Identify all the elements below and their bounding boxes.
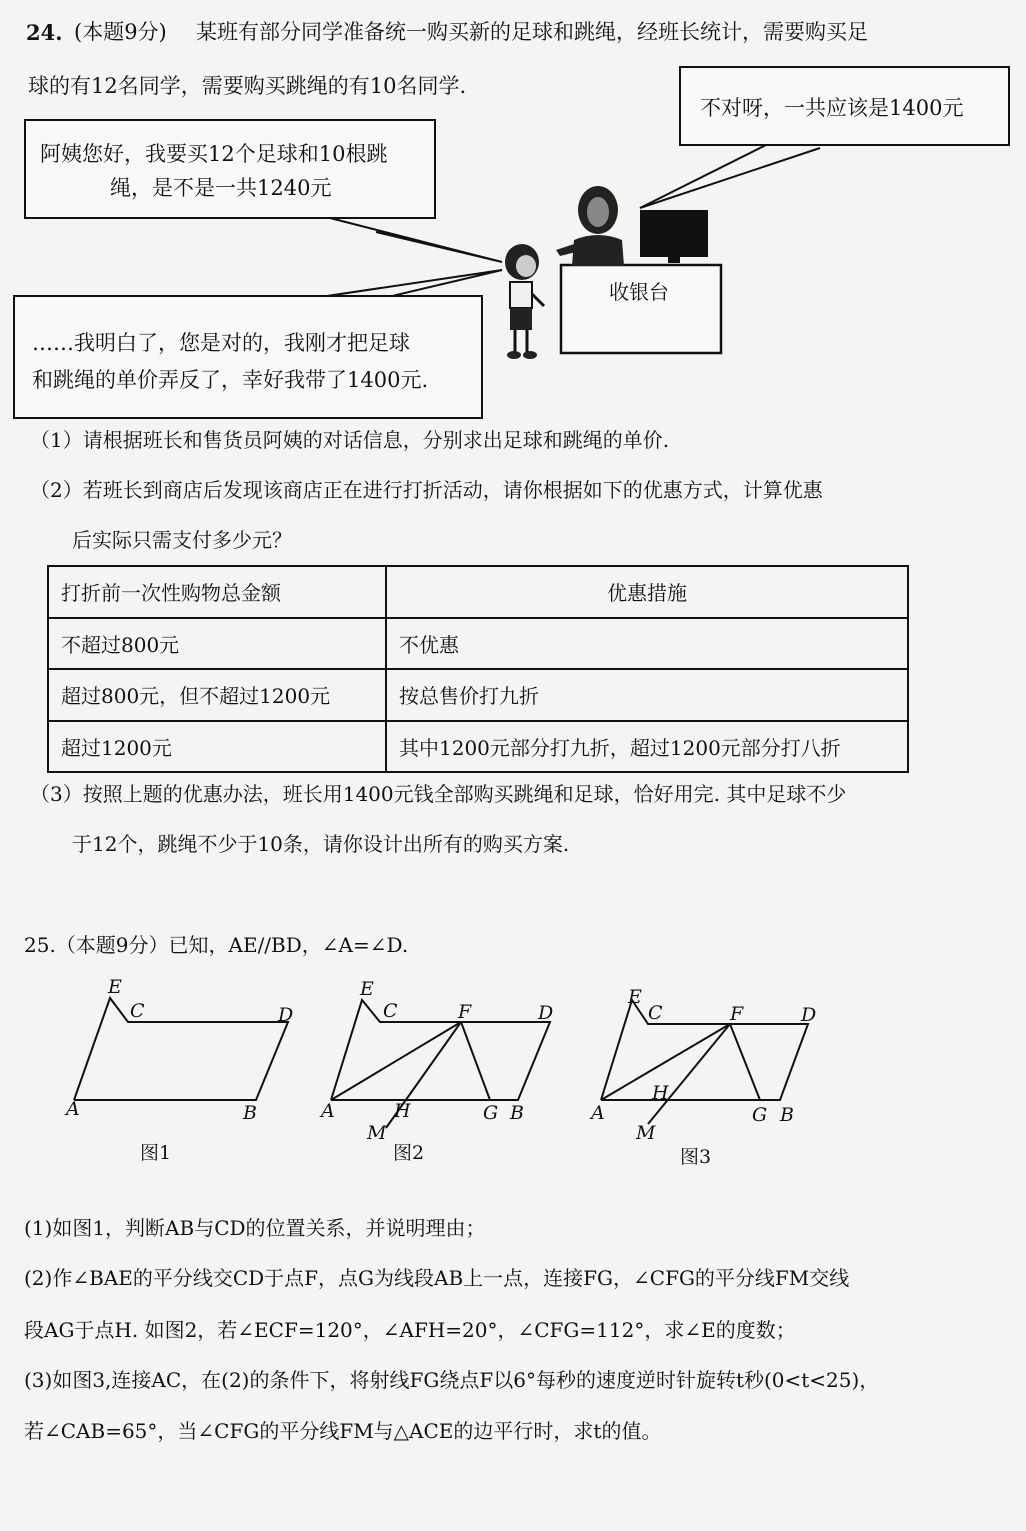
table-cell: 超过800元，但不超过1200元 (48, 669, 386, 721)
table-cell: 不超过800元 (48, 618, 386, 670)
student-speech-line1: 阿姨您好，我要买12个足球和10根跳 (40, 142, 388, 166)
q25-part1: (1)如图1，判断AB与CD的位置关系，并说明理由； (24, 1216, 486, 1240)
q24-part2-line1: （2）若班长到商店后发现该商店正在进行打折活动，请你根据如下的优惠方式，计算优惠 (30, 478, 823, 502)
clerk-speech-text: 不对呀，一共应该是1400元 (700, 96, 964, 120)
fig3-label-E: E (628, 986, 642, 1008)
table-cell: 其中1200元部分打九折，超过1200元部分打八折 (386, 721, 908, 773)
fig3-label-F: F (730, 1003, 744, 1025)
fig2-label-G: G (483, 1102, 499, 1124)
q24-part3-line2: 于12个，跳绳不少于10条，请你设计出所有的购买方案. (72, 832, 570, 856)
student-speech-line2: 绳，是不是一共1240元 (110, 176, 332, 200)
q24-intro-line1: 某班有部分同学准备统一购买新的足球和跳绳，经班长统计，需要购买足 (196, 20, 868, 44)
counter-label: 收银台 (609, 280, 669, 304)
fig3-label-G: G (752, 1104, 768, 1126)
fig3-FG (730, 1024, 760, 1100)
fig2-label-C: C (383, 1000, 398, 1022)
fig2-AF (331, 1022, 461, 1100)
fig1-label-E: E (108, 976, 122, 998)
fig1-caption: 图1 (140, 1142, 172, 1164)
fig2-label-F: F (458, 1001, 472, 1023)
q25-part2-line2: 段AG于点H. 如图2，若∠ECF=120°，∠AFH=20°，∠CFG=112°，求∠E的度数； (24, 1318, 796, 1342)
q25-part2-line1: (2)作∠BAE的平分线交CD于点F，点G为线段AB上一点，连接FG，∠CFG的平分线FM交线 (24, 1266, 850, 1290)
reply-speech-line2: 和跳绳的单价弄反了，幸好我带了1400元. (32, 368, 429, 392)
fig3-label-M: M (636, 1122, 656, 1144)
fig3-outline (601, 1000, 808, 1100)
q25-part3-line1: (3)如图3,连接AC，在(2)的条件下，将射线FG绕点F以6°每秒的速度逆时针旋转t秒(0<t<25)， (24, 1368, 880, 1392)
fig1-label-A: A (66, 1098, 80, 1120)
fig2-label-B: B (510, 1102, 524, 1124)
q24-intro-line2: 球的有12名同学，需要购买跳绳的有10名同学. (28, 74, 467, 98)
table-cell: 按总售价打九折 (386, 669, 908, 721)
fig3-label-A: A (591, 1102, 605, 1124)
table-cell: 不优惠 (386, 618, 908, 670)
q24-part3-line1: （3）按照上题的优惠办法，班长用1400元钱全部购买跳绳和足球，恰好用完. 其中足球不少 (30, 782, 847, 806)
fig2-label-E: E (360, 978, 374, 1000)
fig2-label-D: D (538, 1002, 554, 1024)
table-header-cell: 优惠措施 (386, 566, 908, 618)
q24-score: (本题9分) (74, 20, 167, 44)
table-header-cell: 打折前一次性购物总金额 (48, 566, 386, 618)
fig3-FM (648, 1024, 730, 1124)
fig1-label-B: B (243, 1102, 257, 1124)
fig2-label-A: A (321, 1100, 335, 1122)
fig2-label-H: H (394, 1100, 411, 1122)
q24-part1: （1）请根据班长和售货员阿姨的对话信息，分别求出足球和跳绳的单价. (30, 428, 670, 452)
q25-part3-line2: 若∠CAB=65°，当∠CFG的平分线FM与△ACE的边平行时，求t的值。 (24, 1419, 662, 1443)
fig3-label-C: C (648, 1002, 663, 1024)
fig3-label-D: D (801, 1004, 817, 1026)
fig2-FG (461, 1022, 490, 1100)
table-cell: 超过1200元 (48, 721, 386, 773)
fig3-label-H: H (652, 1082, 669, 1104)
reply-speech-line1: ……我明白了，您是对的，我刚才把足球 (32, 331, 410, 355)
fig2-caption: 图2 (393, 1142, 425, 1164)
q24-number: 24. (26, 20, 63, 45)
q25-header: 25.（本题9分）已知，AE//BD，∠A=∠D. (24, 933, 409, 957)
fig2-label-M: M (367, 1122, 387, 1144)
fig1-label-C: C (130, 1000, 145, 1022)
fig3-label-B: B (780, 1104, 794, 1126)
fig3-caption: 图3 (680, 1146, 712, 1168)
q24-part2-line2: 后实际只需支付多少元？ (72, 528, 292, 552)
fig1-label-D: D (278, 1004, 294, 1026)
fig1-outline (74, 998, 288, 1100)
